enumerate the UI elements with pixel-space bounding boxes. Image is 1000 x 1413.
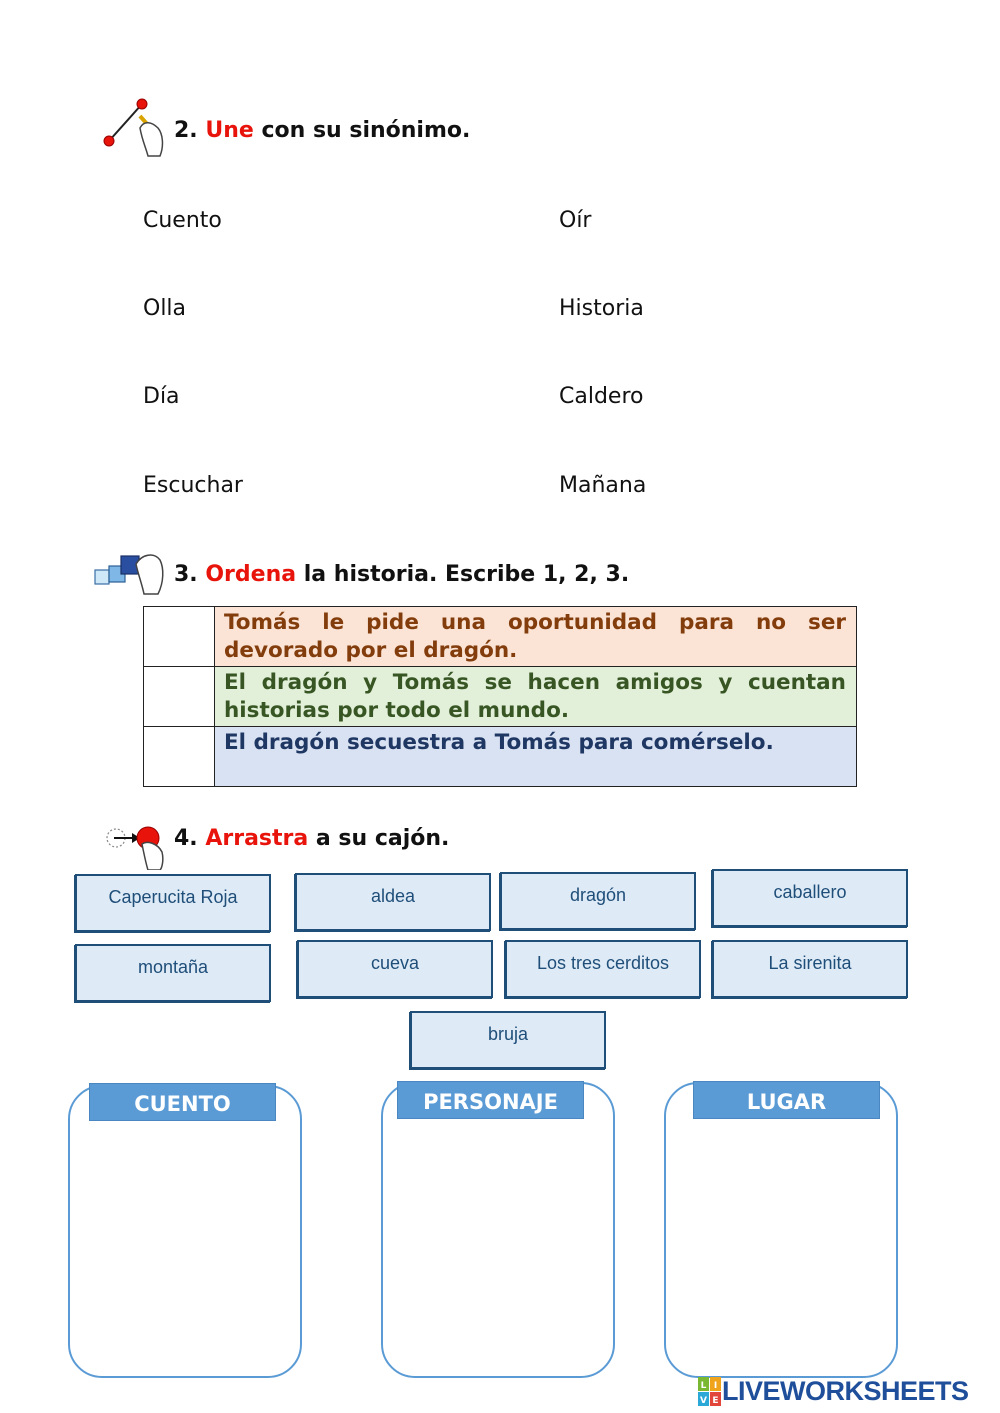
synonym-right-word[interactable]: Historia: [559, 296, 644, 321]
section-2-number: 2.: [174, 118, 198, 143]
drag-tile-cueva[interactable]: cueva: [297, 940, 493, 998]
logo-icon: [698, 1377, 722, 1407]
table-row: [144, 607, 857, 667]
logo-text: LIVEWORKSHEETS: [722, 1376, 969, 1406]
section-3-heading: [174, 562, 629, 587]
story-event-text: Tomás le pide una oportunidad para no ser devorado por el dragón.: [215, 607, 857, 667]
synonym-right-word[interactable]: Caldero: [559, 384, 644, 409]
svg-text:V: V: [700, 1395, 707, 1406]
section-3-verb: Ordena: [205, 562, 297, 587]
story-event-text: El dragón secuestra a Tomás para comérselo.: [215, 727, 857, 787]
drag-tile-la-sirenita[interactable]: La sirenita: [712, 940, 908, 998]
drag-tile-dragon[interactable]: dragón: [500, 872, 696, 930]
drag-tile-aldea[interactable]: aldea: [295, 873, 491, 931]
section-3-instruction: la historia. Escribe 1, 2, 3.: [303, 562, 630, 587]
bin-label-personaje: PERSONAJE: [397, 1081, 584, 1119]
drag-icon: [104, 820, 168, 870]
story-event-text: El dragón y Tomás se hacen amigos y cuentan historias por todo el mundo.: [215, 667, 857, 727]
synonym-right-word[interactable]: Mañana: [559, 473, 647, 498]
synonym-left-word[interactable]: Cuento: [143, 208, 222, 233]
drop-bin-personaje[interactable]: [381, 1082, 615, 1378]
synonym-left-word[interactable]: Escuchar: [143, 473, 243, 498]
svg-text:E: E: [712, 1395, 719, 1406]
blocks-icon: [92, 548, 166, 596]
synonym-left-word[interactable]: Olla: [143, 296, 187, 321]
story-order-table: [143, 606, 857, 787]
svg-text:I: I: [713, 1380, 718, 1391]
bin-label-cuento: CUENTO: [89, 1083, 276, 1121]
section-2-instruction: con su sinónimo.: [261, 118, 471, 143]
section-4-number: 4.: [174, 826, 198, 851]
drop-bin-lugar[interactable]: [664, 1082, 898, 1378]
svg-text:L: L: [700, 1380, 707, 1391]
drag-tile-montana[interactable]: montaña: [75, 944, 271, 1002]
order-number-input[interactable]: [144, 667, 215, 727]
section-4-instruction: a su cajón.: [315, 826, 450, 851]
section-2-heading: [174, 118, 470, 143]
table-row: [144, 727, 857, 787]
connect-icon: [100, 96, 166, 158]
drag-tile-bruja[interactable]: bruja: [410, 1011, 606, 1069]
drag-tile-caballero[interactable]: caballero: [712, 869, 908, 927]
bin-label-lugar: LUGAR: [693, 1081, 880, 1119]
table-row: [144, 667, 857, 727]
drag-tile-los-tres-cerditos[interactable]: Los tres cerditos: [505, 940, 701, 998]
synonym-right-word[interactable]: Oír: [559, 208, 592, 233]
drag-tile-caperucita-roja[interactable]: Caperucita Roja: [75, 874, 271, 932]
section-3-number: 3.: [174, 562, 198, 587]
liveworksheets-logo: [698, 1376, 969, 1407]
section-4-verb: Arrastra: [205, 826, 309, 851]
drop-bin-cuento[interactable]: [68, 1085, 302, 1378]
section-2-verb: Une: [205, 118, 254, 143]
section-4-heading: [174, 826, 449, 851]
synonym-left-word[interactable]: Día: [143, 384, 180, 409]
order-number-input[interactable]: [144, 607, 215, 667]
order-number-input[interactable]: [144, 727, 215, 787]
